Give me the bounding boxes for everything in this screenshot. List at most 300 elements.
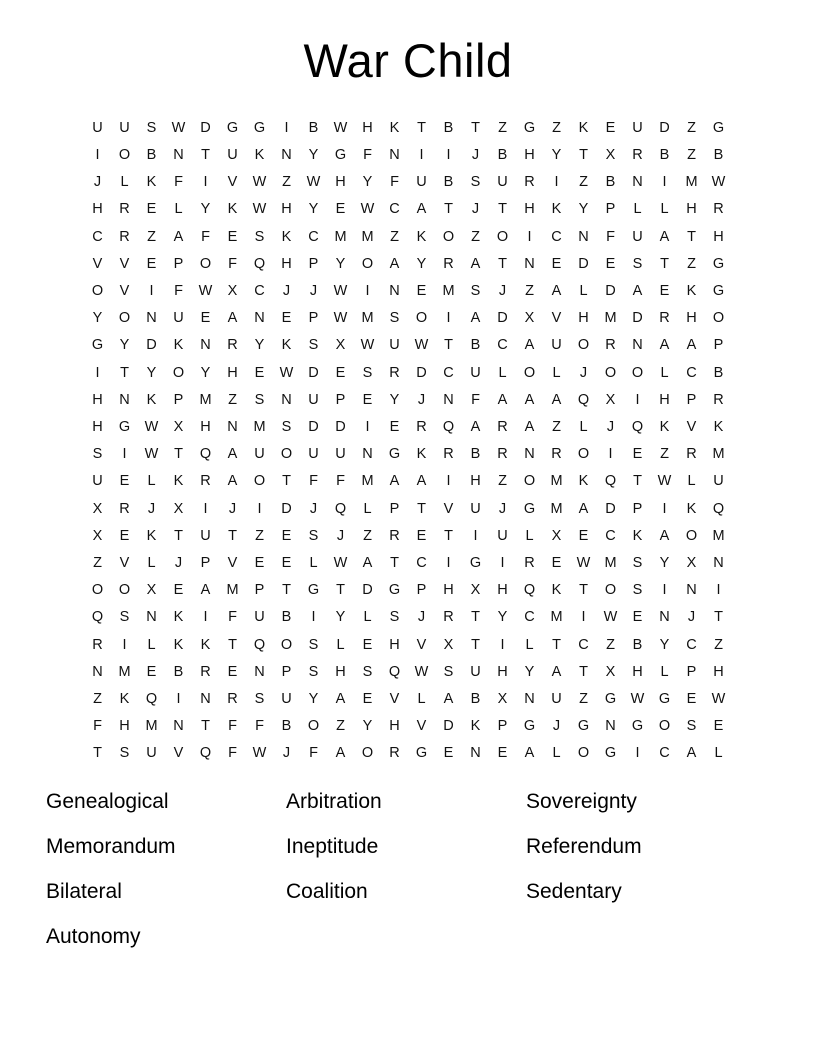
grid-cell[interactable]: P [713,337,724,354]
grid-cell[interactable]: N [524,446,535,463]
grid-cell[interactable]: Z [363,527,372,544]
grid-cell[interactable]: V [92,255,103,272]
grid-cell[interactable]: A [659,228,670,245]
grid-cell[interactable]: S [254,690,265,707]
grid-cell[interactable]: N [200,337,211,354]
grid-cell[interactable]: A [686,745,697,762]
grid-cell[interactable]: K [632,527,643,544]
grid-cell[interactable]: X [173,500,184,517]
grid-cell[interactable]: N [578,228,589,245]
grid-cell[interactable]: I [446,554,451,571]
grid-cell[interactable]: Y [578,201,589,218]
grid-cell[interactable]: S [443,663,454,680]
grid-cell[interactable]: W [414,337,429,354]
grid-cell[interactable]: N [605,718,616,735]
grid-cell[interactable]: X [470,582,481,599]
grid-cell[interactable]: A [578,500,589,517]
grid-cell[interactable]: Q [442,418,455,435]
grid-cell[interactable]: T [201,146,210,163]
grid-cell[interactable]: E [389,418,400,435]
grid-cell[interactable]: N [146,609,157,626]
grid-cell[interactable]: N [200,690,211,707]
grid-cell[interactable]: J [417,609,426,626]
grid-cell[interactable]: O [577,745,590,762]
grid-cell[interactable]: W [198,282,213,299]
grid-cell[interactable]: W [360,337,375,354]
grid-cell[interactable]: L [552,745,561,762]
grid-cell[interactable]: F [255,718,264,735]
grid-cell[interactable]: J [687,609,696,626]
grid-cell[interactable]: G [469,554,482,571]
grid-cell[interactable]: I [581,609,586,626]
grid-cell[interactable]: J [93,174,102,191]
grid-cell[interactable]: N [524,255,535,272]
grid-cell[interactable]: D [146,337,157,354]
grid-cell[interactable]: V [227,554,238,571]
grid-cell[interactable]: M [685,174,698,191]
grid-cell[interactable]: I [95,146,100,163]
grid-cell[interactable]: H [686,201,697,218]
grid-cell[interactable]: R [416,418,427,435]
grid-cell[interactable]: G [523,119,536,136]
grid-cell[interactable]: Y [659,554,670,571]
grid-cell[interactable]: M [442,282,455,299]
grid-cell[interactable]: B [470,337,481,354]
grid-cell[interactable]: T [282,582,291,599]
grid-cell[interactable]: E [713,718,724,735]
grid-cell[interactable]: K [227,201,238,218]
grid-cell[interactable]: U [173,310,184,327]
grid-cell[interactable]: F [390,174,399,191]
grid-cell[interactable]: Q [604,473,617,490]
grid-cell[interactable]: A [335,745,346,762]
grid-cell[interactable]: A [416,201,427,218]
grid-cell[interactable]: A [470,255,481,272]
grid-cell[interactable]: O [361,745,374,762]
grid-cell[interactable]: P [686,391,697,408]
grid-cell[interactable]: E [281,554,292,571]
grid-cell[interactable]: U [551,337,562,354]
grid-cell[interactable]: I [284,119,289,136]
grid-cell[interactable]: U [389,337,400,354]
grid-cell[interactable]: D [308,364,319,381]
grid-cell[interactable]: R [443,255,454,272]
grid-cell[interactable]: E [362,636,373,653]
grid-cell[interactable]: N [524,690,535,707]
grid-cell[interactable]: C [524,609,535,626]
grid-cell[interactable]: G [226,119,239,136]
grid-cell[interactable]: B [443,119,454,136]
grid-cell[interactable]: I [473,527,478,544]
grid-cell[interactable]: J [282,282,291,299]
grid-cell[interactable]: N [146,310,157,327]
grid-cell[interactable]: N [254,310,265,327]
grid-cell[interactable]: O [523,473,536,490]
grid-cell[interactable]: X [605,663,616,680]
grid-cell[interactable]: M [361,473,374,490]
grid-cell[interactable]: Y [389,391,400,408]
grid-cell[interactable]: J [606,418,615,435]
grid-cell[interactable]: I [500,554,505,571]
grid-cell[interactable]: K [200,636,211,653]
grid-cell[interactable]: E [119,527,130,544]
grid-cell[interactable]: O [658,718,671,735]
grid-cell[interactable]: N [173,718,184,735]
grid-cell[interactable]: Y [551,146,562,163]
grid-cell[interactable]: W [576,554,591,571]
grid-cell[interactable]: V [443,500,454,517]
grid-cell[interactable]: K [173,609,184,626]
grid-cell[interactable]: A [686,337,697,354]
grid-cell[interactable]: W [252,201,267,218]
grid-cell[interactable]: M [712,446,725,463]
grid-cell[interactable]: O [91,282,104,299]
grid-cell[interactable]: Q [199,446,212,463]
grid-cell[interactable]: L [147,636,156,653]
grid-cell[interactable]: Y [524,663,535,680]
grid-cell[interactable]: T [471,119,480,136]
grid-cell[interactable]: L [552,364,561,381]
grid-cell[interactable]: Z [390,228,399,245]
grid-cell[interactable]: R [389,745,400,762]
grid-cell[interactable]: I [203,609,208,626]
grid-cell[interactable]: H [200,418,211,435]
grid-cell[interactable]: T [174,446,183,463]
grid-cell[interactable]: V [227,174,238,191]
grid-cell[interactable]: N [713,554,724,571]
grid-cell[interactable]: K [254,146,265,163]
grid-cell[interactable]: I [500,636,505,653]
grid-cell[interactable]: G [604,745,617,762]
grid-cell[interactable]: A [524,418,535,435]
grid-cell[interactable]: E [335,364,346,381]
grid-cell[interactable]: T [471,636,480,653]
grid-cell[interactable]: C [578,636,589,653]
grid-cell[interactable]: S [308,527,319,544]
grid-cell[interactable]: B [632,636,643,653]
grid-cell[interactable]: X [524,310,535,327]
grid-cell[interactable]: E [227,663,238,680]
grid-cell[interactable]: H [524,146,535,163]
grid-cell[interactable]: U [497,527,508,544]
grid-cell[interactable]: H [92,418,103,435]
grid-cell[interactable]: E [362,391,373,408]
grid-cell[interactable]: L [660,364,669,381]
grid-cell[interactable]: H [281,255,292,272]
grid-cell[interactable]: T [282,473,291,490]
grid-cell[interactable]: R [227,337,238,354]
grid-cell[interactable]: V [686,418,697,435]
grid-cell[interactable]: A [524,337,535,354]
grid-cell[interactable]: P [308,255,319,272]
grid-cell[interactable]: W [252,745,267,762]
grid-cell[interactable]: L [687,473,696,490]
grid-cell[interactable]: P [335,391,346,408]
grid-cell[interactable]: U [497,174,508,191]
grid-cell[interactable]: F [201,228,210,245]
grid-cell[interactable]: H [389,718,400,735]
grid-cell[interactable]: R [200,473,211,490]
grid-cell[interactable]: T [552,636,561,653]
grid-cell[interactable]: L [579,418,588,435]
grid-cell[interactable]: R [686,446,697,463]
grid-cell[interactable]: O [172,364,185,381]
grid-cell[interactable]: J [147,500,156,517]
grid-cell[interactable]: L [417,690,426,707]
word-list-item[interactable]: Referendum [526,834,642,858]
grid-cell[interactable]: K [281,337,292,354]
grid-cell[interactable]: O [523,364,536,381]
grid-cell[interactable]: T [120,364,129,381]
grid-cell[interactable]: Z [552,418,561,435]
grid-cell[interactable]: C [686,636,697,653]
grid-cell[interactable]: M [361,310,374,327]
grid-cell[interactable]: T [390,554,399,571]
grid-cell[interactable]: Q [253,636,266,653]
grid-cell[interactable]: C [605,527,616,544]
grid-cell[interactable]: R [524,174,535,191]
grid-cell[interactable]: S [686,718,697,735]
grid-cell[interactable]: T [579,663,588,680]
word-list-item[interactable]: Coalition [286,879,368,903]
grid-cell[interactable]: D [659,119,670,136]
grid-cell[interactable]: D [200,119,211,136]
grid-cell[interactable]: D [416,364,427,381]
grid-cell[interactable]: W [657,473,672,490]
grid-cell[interactable]: A [551,663,562,680]
grid-cell[interactable]: Q [712,500,725,517]
grid-cell[interactable]: I [635,745,640,762]
grid-cell[interactable]: D [281,500,292,517]
grid-cell[interactable]: Z [714,636,723,653]
grid-cell[interactable]: Z [579,174,588,191]
grid-cell[interactable]: X [605,146,616,163]
grid-cell[interactable]: U [632,228,643,245]
grid-cell[interactable]: C [416,554,427,571]
grid-cell[interactable]: R [119,201,130,218]
grid-cell[interactable]: G [604,690,617,707]
grid-cell[interactable]: W [603,609,618,626]
grid-cell[interactable]: I [122,636,127,653]
grid-cell[interactable]: Q [334,500,347,517]
grid-cell[interactable]: I [419,146,424,163]
grid-cell[interactable]: B [470,690,481,707]
grid-cell[interactable]: J [579,364,588,381]
grid-cell[interactable]: J [228,500,237,517]
grid-cell[interactable]: I [662,582,667,599]
grid-cell[interactable]: U [470,500,481,517]
grid-cell[interactable]: R [659,310,670,327]
grid-cell[interactable]: T [417,119,426,136]
grid-cell[interactable]: J [552,718,561,735]
grid-cell[interactable]: Y [659,636,670,653]
grid-cell[interactable]: L [336,636,345,653]
grid-cell[interactable]: D [605,500,616,517]
grid-cell[interactable]: O [496,228,509,245]
grid-cell[interactable]: Y [200,201,211,218]
grid-cell[interactable]: Y [362,174,373,191]
grid-cell[interactable]: X [551,527,562,544]
grid-cell[interactable]: V [551,310,562,327]
grid-cell[interactable]: I [716,582,721,599]
grid-cell[interactable]: K [551,582,562,599]
grid-cell[interactable]: D [632,310,643,327]
grid-cell[interactable]: J [309,282,318,299]
grid-cell[interactable]: J [471,201,480,218]
grid-cell[interactable]: H [335,174,346,191]
grid-cell[interactable]: H [713,663,724,680]
grid-cell[interactable]: L [579,282,588,299]
grid-cell[interactable]: D [362,582,373,599]
grid-cell[interactable]: R [119,228,130,245]
grid-cell[interactable]: A [443,690,454,707]
grid-cell[interactable]: R [389,364,400,381]
grid-cell[interactable]: H [497,663,508,680]
grid-cell[interactable]: Z [498,473,507,490]
grid-cell[interactable]: R [713,201,724,218]
grid-cell[interactable]: K [173,636,184,653]
grid-cell[interactable]: Z [525,282,534,299]
grid-cell[interactable]: H [497,582,508,599]
grid-cell[interactable]: P [173,255,184,272]
grid-cell[interactable]: H [686,310,697,327]
grid-cell[interactable]: M [334,228,347,245]
grid-cell[interactable]: I [95,364,100,381]
grid-cell[interactable]: L [714,745,723,762]
grid-cell[interactable]: R [227,690,238,707]
grid-cell[interactable]: C [686,364,697,381]
grid-cell[interactable]: X [686,554,697,571]
grid-cell[interactable]: H [119,718,130,735]
grid-cell[interactable]: I [365,282,370,299]
grid-cell[interactable]: A [524,745,535,762]
grid-cell[interactable]: U [470,364,481,381]
word-list-item[interactable]: Autonomy [46,924,141,948]
grid-cell[interactable]: X [335,337,346,354]
grid-cell[interactable]: H [443,582,454,599]
word-list-item[interactable]: Ineptitude [286,834,379,858]
grid-cell[interactable]: Z [552,119,561,136]
grid-cell[interactable]: O [280,636,293,653]
grid-cell[interactable]: Y [335,609,346,626]
grid-cell[interactable]: E [281,310,292,327]
grid-cell[interactable]: P [173,391,184,408]
grid-cell[interactable]: H [281,201,292,218]
grid-cell[interactable]: M [604,554,617,571]
grid-cell[interactable]: C [254,282,265,299]
grid-cell[interactable]: Q [145,690,158,707]
grid-cell[interactable]: X [605,391,616,408]
grid-cell[interactable]: O [631,364,644,381]
grid-cell[interactable]: K [416,228,427,245]
grid-cell[interactable]: A [362,554,373,571]
grid-cell[interactable]: N [254,663,265,680]
grid-cell[interactable]: K [686,282,697,299]
grid-cell[interactable]: T [633,473,642,490]
grid-cell[interactable]: X [92,500,103,517]
grid-cell[interactable]: Z [93,554,102,571]
grid-cell[interactable]: S [119,609,130,626]
grid-cell[interactable]: M [550,473,563,490]
grid-cell[interactable]: E [686,690,697,707]
grid-cell[interactable]: A [659,337,670,354]
grid-cell[interactable]: G [712,282,725,299]
grid-cell[interactable]: O [118,310,131,327]
grid-cell[interactable]: I [446,310,451,327]
grid-cell[interactable]: L [633,201,642,218]
grid-cell[interactable]: S [281,418,292,435]
grid-cell[interactable]: U [146,745,157,762]
grid-cell[interactable]: F [174,174,183,191]
grid-cell[interactable]: A [551,282,562,299]
grid-cell[interactable]: X [173,418,184,435]
grid-cell[interactable]: P [389,500,400,517]
grid-cell[interactable]: A [335,690,346,707]
grid-cell[interactable]: Z [687,119,696,136]
grid-cell[interactable]: H [389,636,400,653]
grid-cell[interactable]: W [306,174,321,191]
grid-cell[interactable]: O [118,146,131,163]
grid-cell[interactable]: Q [523,582,536,599]
grid-cell[interactable]: A [659,527,670,544]
grid-cell[interactable]: I [635,391,640,408]
grid-cell[interactable]: H [713,228,724,245]
grid-cell[interactable]: R [443,609,454,626]
grid-cell[interactable]: U [308,446,319,463]
grid-cell[interactable]: Z [147,228,156,245]
grid-cell[interactable]: C [443,364,454,381]
grid-cell[interactable]: K [551,201,562,218]
grid-cell[interactable]: I [122,446,127,463]
grid-cell[interactable]: O [307,718,320,735]
grid-cell[interactable]: L [120,174,129,191]
grid-cell[interactable]: J [309,500,318,517]
grid-cell[interactable]: L [174,201,183,218]
grid-cell[interactable]: X [497,690,508,707]
grid-cell[interactable]: L [363,500,372,517]
grid-cell[interactable]: Z [606,636,615,653]
grid-cell[interactable]: U [335,446,346,463]
grid-cell[interactable]: M [253,418,266,435]
grid-cell[interactable]: A [497,391,508,408]
grid-cell[interactable]: O [442,228,455,245]
grid-cell[interactable]: F [363,146,372,163]
grid-cell[interactable]: O [280,446,293,463]
grid-cell[interactable]: B [173,663,184,680]
grid-cell[interactable]: X [227,282,238,299]
grid-cell[interactable]: O [199,255,212,272]
grid-cell[interactable]: O [91,582,104,599]
grid-cell[interactable]: M [145,718,158,735]
grid-cell[interactable]: P [416,582,427,599]
grid-cell[interactable]: U [200,527,211,544]
grid-cell[interactable]: H [92,391,103,408]
grid-cell[interactable]: L [363,609,372,626]
grid-cell[interactable]: U [713,473,724,490]
grid-cell[interactable]: M [712,527,725,544]
grid-cell[interactable]: L [660,201,669,218]
grid-cell[interactable]: I [662,500,667,517]
grid-cell[interactable]: D [335,418,346,435]
grid-cell[interactable]: F [228,718,237,735]
grid-cell[interactable]: B [713,364,724,381]
word-list-item[interactable]: Genealogical [46,789,169,813]
grid-cell[interactable]: Z [93,690,102,707]
word-list-item[interactable]: Sedentary [526,879,622,903]
grid-cell[interactable]: G [118,418,131,435]
grid-cell[interactable]: R [605,337,616,354]
grid-cell[interactable]: S [119,745,130,762]
